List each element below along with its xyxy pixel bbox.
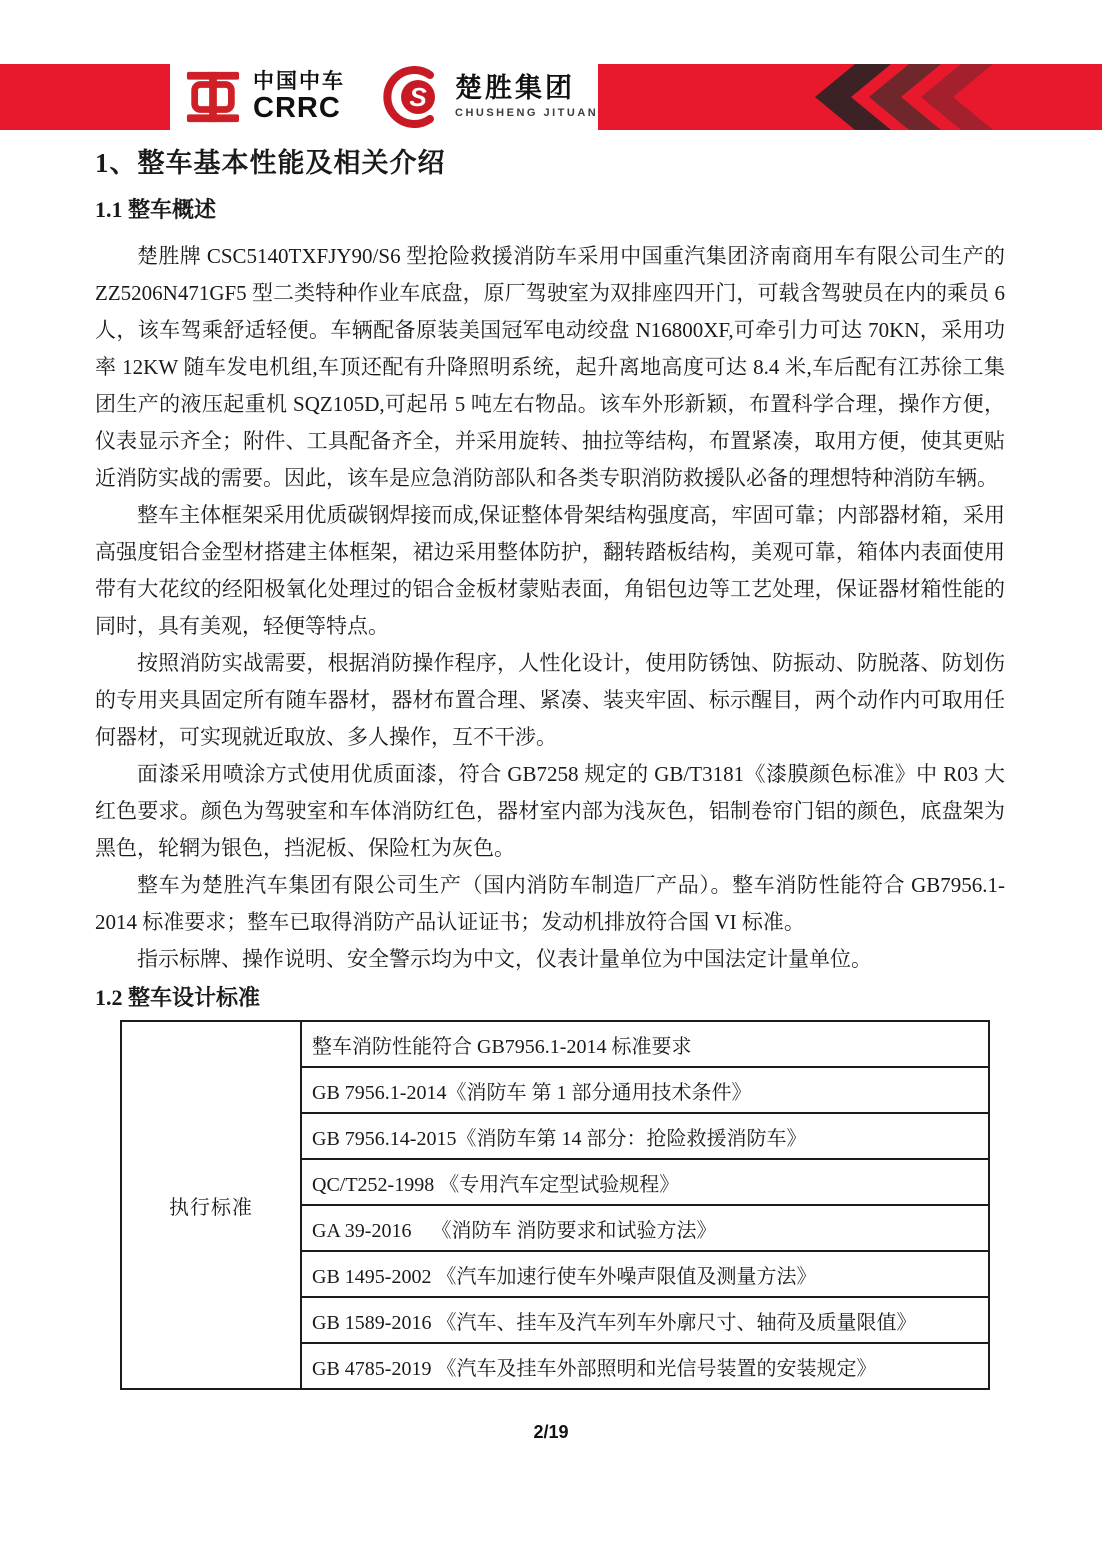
crrc-logo-text <box>253 71 345 123</box>
header-band <box>0 64 1102 130</box>
table-cell-standard-7: GB 1589-2016 《汽车、挂车及汽车列车外廓尺寸、轴荷及质量限值》 <box>301 1297 989 1343</box>
table-cell-standard-5: GA 39-2016 《消防车 消防要求和试验方法》 <box>301 1205 989 1251</box>
table-cell-standard-1: 整车消防性能符合 GB7956.1-2014 标准要求 <box>301 1021 989 1067</box>
table-cell-standard-6: GB 1495-2002 《汽车加速行使车外噪声限值及测量方法》 <box>301 1251 989 1297</box>
crrc-name-cn: 中国中车 <box>253 70 345 93</box>
page-number: 2/19 <box>533 1422 569 1442</box>
section-1-1-heading: 1.1 整车概述 <box>95 197 217 222</box>
body-paragraph-5: 整车为楚胜汽车集团有限公司生产（国内消防车制造厂产品）。整车消防性能符合 GB7956.1-2014 标准要求；整车已取得消防产品认证证书；发动机排放符合国 VI 标准。 <box>95 873 1005 934</box>
chevron-left-icon <box>813 64 998 130</box>
table-row <box>121 1021 989 1067</box>
page-title: 1、整车基本性能及相关介绍 <box>95 148 446 178</box>
header-left-red-block <box>0 64 170 130</box>
chusheng-logo <box>383 64 598 130</box>
chusheng-name-cn: 楚胜集团 <box>455 73 575 103</box>
table-cell-standard-3: GB 7956.14-2015《消防车第 14 部分：抢险救援消防车》 <box>301 1113 989 1159</box>
crrc-name-en: CRRC <box>253 92 341 124</box>
chusheng-mark-icon <box>383 66 445 128</box>
crrc-emblem-icon <box>185 71 241 123</box>
table-row-header: 执行标准 <box>121 1021 301 1389</box>
body-paragraph-6: 指示标牌、操作说明、安全警示均为中文，仪表计量单位为中国法定计量单位。 <box>137 947 872 971</box>
chusheng-name-en: CHUSHENG JITUAN <box>455 107 599 119</box>
body-paragraph-3: 按照消防实战需要，根据消防操作程序，人性化设计，使用防锈蚀、防振动、防脱落、防划伤的专用夹具固定所有随车器材，器材布置合理、紧凑、装夹牢固、标示醒目，两个动作内可取用任何器材，可实现就近取放、多人操作，互不干涉。 <box>95 651 1005 749</box>
table-cell-standard-8: GB 4785-2019 《汽车及挂车外部照明和光信号装置的安装规定》 <box>301 1343 989 1389</box>
svg-text:S: S <box>409 82 427 112</box>
table-cell-standard-4: QC/T252-1998 《专用汽车定型试验规程》 <box>301 1159 989 1205</box>
header-right-red-block <box>598 64 1102 130</box>
table-cell-standard-2: GB 7956.1-2014《消防车 第 1 部分通用技术条件》 <box>301 1067 989 1113</box>
document-body <box>95 146 1005 1390</box>
body-paragraph-1: 楚胜牌 CSC5140TXFJY90/S6 型抢险救援消防车采用中国重汽集团济南商用车有限公司生产的 ZZ5206N471GF5 型二类特种作业车底盘，原厂驾驶室为双排座四开门，可载含驾驶员在内的乘员 6 人，该车驾乘舒适轻便。车辆配备原装美国冠军电动绞盘 N16800XF,可牵引力可达 70KN，采用功率 12KW 随车发电机组,车顶还配有升降照明系统，起升离地高度可达 8.4 米,车后配有江苏徐工集团生产的液压起重机 SQZ105D,可起吊 5 吨左右物品。该车外形新颖，布置科学合理，操作方便，仪表显示齐全；附件、工具配备齐全，并采用旋转、抽拉等结构，布置紧凑，取用方便，使其更贴近消防实战的需要。因此，该车是应急消防部队和各类专职消防救援队必备的理想特种消防车辆。 <box>95 244 1005 490</box>
chusheng-logo-text <box>455 75 598 119</box>
standards-table <box>120 1020 990 1390</box>
body-paragraph-4: 面漆采用喷涂方式使用优质面漆，符合 GB7258 规定的 GB/T3181《漆膜颜色标准》中 R03 大红色要求。颜色为驾驶室和车体消防红色，器材室内部为浅灰色，铝制卷帘门铝的颜色，底盘架为黑色，轮辋为银色，挡泥板、保险杠为灰色。 <box>95 762 1005 860</box>
section-1-2-heading: 1.2 整车设计标准 <box>95 985 261 1010</box>
crrc-logo <box>185 64 345 130</box>
body-paragraph-2: 整车主体框架采用优质碳钢焊接而成,保证整体骨架结构强度高，牢固可靠；内部器材箱，采用高强度铝合金型材搭建主体框架，裙边采用整体防护，翻转踏板结构，美观可靠，箱体内表面使用带有大花纹的经阳极氧化处理过的铝合金板材蒙贴表面，角铝包边等工艺处理，保证器材箱性能的同时，具有美观，轻便等特点。 <box>95 503 1005 638</box>
